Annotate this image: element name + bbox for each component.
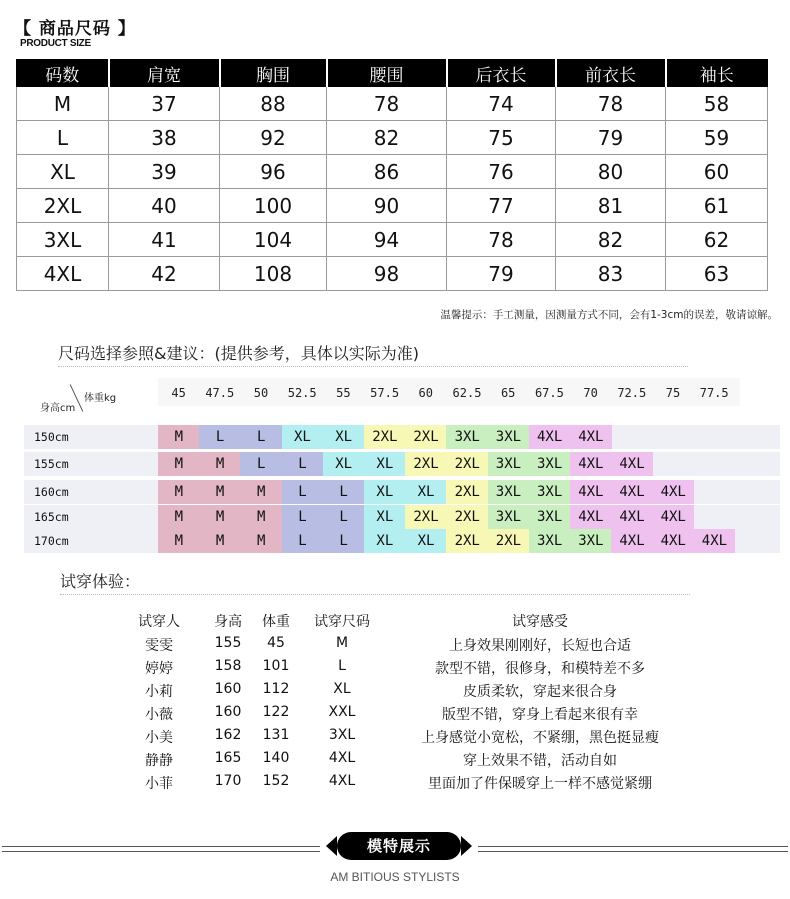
size-cell: 78 <box>327 87 447 121</box>
footer-subtitle: AM BITIOUS STYLISTS <box>330 870 460 884</box>
tryon-cell: 112 <box>262 681 290 697</box>
height-label: 170cm <box>34 534 69 548</box>
tryon-cell: 3XL <box>328 727 356 743</box>
divider <box>60 594 690 595</box>
size-cell: 82 <box>556 223 666 257</box>
weight-label: 72.5 <box>617 386 647 400</box>
weight-label: 62.5 <box>452 386 482 400</box>
size-cell: 86 <box>327 155 447 189</box>
size-recommendation-cell: XL <box>364 480 406 504</box>
size-recommendation-cell: L <box>323 529 365 553</box>
size-recommendation-cell: M <box>240 529 282 553</box>
tryon-cell: 皮质柔软，穿起来很合身 <box>463 684 617 700</box>
tryon-cell: 122 <box>262 704 290 720</box>
size-recommendation-cell: XL <box>282 425 324 449</box>
tryon-cell: 170 <box>214 773 242 789</box>
tryon-col-header: 身高 <box>214 614 242 630</box>
size-cell: 3XL <box>17 223 109 257</box>
size-cell: 38 <box>109 121 220 155</box>
size-recommendation-cell: L <box>282 452 324 476</box>
size-recommendation-cell: 3XL <box>446 425 488 449</box>
size-recommendation-cell: M <box>240 480 282 504</box>
table-row <box>17 155 768 189</box>
size-recommendation-cell: 3XL <box>488 480 530 504</box>
size-cell: 90 <box>327 189 447 223</box>
tryon-cell: 165 <box>214 750 242 766</box>
table-row <box>17 257 768 291</box>
size-cell: 80 <box>556 155 666 189</box>
size-cell: 63 <box>666 257 768 291</box>
size-cell: 78 <box>556 87 666 121</box>
size-recommendation-cell: XL <box>364 452 406 476</box>
tryon-cell: 小菲 <box>145 776 173 792</box>
table-row <box>17 121 768 155</box>
tryon-cell: 雯雯 <box>145 638 173 654</box>
tryon-cell: 155 <box>214 635 242 651</box>
tryon-cell: XXL <box>328 704 356 720</box>
size-col-header: 肩宽 <box>109 60 220 87</box>
size-col-header: 码数 <box>17 60 109 87</box>
size-recommendation-cell: 3XL <box>529 452 571 476</box>
model-banner-label: 模特展示 <box>366 837 431 855</box>
size-recommendation-cell: L <box>282 505 324 529</box>
size-recommendation-cell: 3XL <box>529 505 571 529</box>
recommendation-title: 尺码选择参照&建议：(提供参考，具体以实际为准) <box>58 344 419 363</box>
section-subtitle-product-size: PRODUCT SIZE <box>20 38 91 49</box>
tryon-cell: 静静 <box>145 753 173 769</box>
tryon-cell: 160 <box>214 704 242 720</box>
size-recommendation-cell: XL <box>364 529 406 553</box>
height-label: 165cm <box>34 510 69 524</box>
size-recommendation-cell: 3XL <box>570 529 612 553</box>
size-recommendation-cell: 4XL <box>611 505 653 529</box>
tryon-cell: 162 <box>214 727 242 743</box>
weight-label: 55 <box>336 386 351 400</box>
size-cell: 37 <box>109 87 220 121</box>
size-cell: 62 <box>666 223 768 257</box>
size-cell: 4XL <box>17 257 109 291</box>
size-cell: 104 <box>220 223 327 257</box>
size-cell: 58 <box>666 87 768 121</box>
size-cell: 40 <box>109 189 220 223</box>
table-row <box>17 223 768 257</box>
tryon-col-header: 试穿尺码 <box>314 614 370 630</box>
tryon-col-header: 试穿感受 <box>512 614 568 630</box>
size-recommendation-cell: L <box>323 480 365 504</box>
size-col-header: 腰围 <box>327 60 447 87</box>
tryon-cell: 45 <box>267 635 285 651</box>
tryon-title: 试穿体验： <box>60 572 141 591</box>
tryon-cell: XL <box>333 681 351 697</box>
tryon-cell: 101 <box>262 658 290 674</box>
size-cell: 42 <box>109 257 220 291</box>
tryon-cell: 160 <box>214 681 242 697</box>
size-cell: 77 <box>447 189 556 223</box>
size-cell: 82 <box>327 121 447 155</box>
size-cell: 59 <box>666 121 768 155</box>
size-cell: 79 <box>447 257 556 291</box>
weight-label: 65 <box>500 386 516 400</box>
size-recommendation-cell: 4XL <box>611 529 653 553</box>
size-cell: 79 <box>556 121 666 155</box>
size-cell: 74 <box>447 87 556 121</box>
size-col-header: 胸围 <box>220 60 327 87</box>
size-recommendation-cell: L <box>240 425 282 449</box>
size-recommendation-cell: 3XL <box>488 425 530 449</box>
size-recommendation-cell: L <box>282 529 324 553</box>
size-recommendation-cell: 4XL <box>652 529 694 553</box>
size-cell: L <box>17 121 109 155</box>
weight-label: 57.5 <box>370 386 400 400</box>
weight-label: 75 <box>665 386 681 400</box>
size-recommendation-cell: 3XL <box>488 452 530 476</box>
size-recommendation-cell: 3XL <box>529 480 571 504</box>
tryon-col-header: 试穿人 <box>138 614 180 630</box>
size-table-header <box>17 60 768 87</box>
size-recommendation-cell: L <box>323 505 365 529</box>
tryon-cell: 140 <box>262 750 290 766</box>
table-row <box>17 87 768 121</box>
size-col-header: 后衣长 <box>447 60 556 87</box>
size-recommendation-cell: 3XL <box>529 529 571 553</box>
footer-line-right <box>478 851 788 852</box>
size-recommendation-cell: 4XL <box>694 529 736 553</box>
weight-label: 52.5 <box>287 386 317 400</box>
tryon-cell: 4XL <box>328 773 356 789</box>
size-cell: 2XL <box>17 189 109 223</box>
size-recommendation-cell: 2XL <box>446 452 488 476</box>
size-cell: 100 <box>220 189 327 223</box>
tryon-col-header: 体重 <box>262 614 290 630</box>
size-recommendation-cell: 2XL <box>405 452 447 476</box>
size-recommendation-cell: 2XL <box>405 425 447 449</box>
size-cell: 98 <box>327 257 447 291</box>
size-recommendation-cell: 3XL <box>488 505 530 529</box>
size-cell: 41 <box>109 223 220 257</box>
tryon-cell: 穿上效果不错，活动自如 <box>463 753 617 769</box>
height-label: 160cm <box>34 485 69 499</box>
size-recommendation-cell: M <box>158 452 200 476</box>
size-recommendation-cell: 4XL <box>652 480 694 504</box>
size-recommendation-cell: 2XL <box>488 529 530 553</box>
weight-label: 47.5 <box>205 386 235 400</box>
tryon-cell: 上身效果刚刚好，长短也合适 <box>449 638 631 654</box>
size-cell: M <box>17 87 109 121</box>
size-cell: 39 <box>109 155 220 189</box>
tryon-cell: 131 <box>262 727 290 743</box>
section-title-product-size: 【 商品尺码 】 <box>14 19 136 39</box>
size-cell: 96 <box>220 155 327 189</box>
footer-line-left <box>2 851 320 852</box>
tryon-cell: M <box>335 635 349 651</box>
tryon-cell: 款型不错，很修身，和模特差不多 <box>435 661 645 677</box>
tryon-cell: 152 <box>262 773 290 789</box>
size-recommendation-cell: M <box>199 480 241 504</box>
height-label: 150cm <box>34 430 69 444</box>
size-recommendation-cell: XL <box>323 425 365 449</box>
size-cell: 60 <box>666 155 768 189</box>
size-recommendation-cell: 4XL <box>570 425 612 449</box>
tryon-cell: 小美 <box>145 730 173 746</box>
size-recommendation-cell: L <box>282 480 324 504</box>
weight-label: 70 <box>583 386 598 400</box>
size-col-header: 袖长 <box>666 60 768 87</box>
size-recommendation-cell: 2XL <box>405 505 447 529</box>
size-cell: 94 <box>327 223 447 257</box>
weight-label: 60 <box>418 386 433 400</box>
size-recommendation-cell: XL <box>323 452 365 476</box>
size-recommendation-cell: M <box>240 505 282 529</box>
divider <box>58 366 688 367</box>
size-recommendation-cell: 2XL <box>364 425 406 449</box>
corner-weight-label: 体重kg <box>84 393 117 404</box>
size-recommendation-cell: M <box>158 480 200 504</box>
tryon-cell: 158 <box>214 658 242 674</box>
size-recommendation-cell: XL <box>405 480 447 504</box>
size-recommendation-cell: M <box>158 529 200 553</box>
size-recommendation-cell: 4XL <box>529 425 571 449</box>
size-recommendation-cell: 4XL <box>652 505 694 529</box>
tryon-cell: 4XL <box>328 750 356 766</box>
tryon-cell: L <box>338 658 346 674</box>
size-recommendation-cell: 4XL <box>570 480 612 504</box>
tryon-cell: 里面加了件保暖穿上一样不感觉紧绷 <box>428 776 652 792</box>
weight-label: 45 <box>171 386 186 400</box>
size-cell: 88 <box>220 87 327 121</box>
size-cell: XL <box>17 155 109 189</box>
size-recommendation-cell: 2XL <box>446 505 488 529</box>
tryon-cell: 小莉 <box>145 684 173 700</box>
tryon-cell: 小薇 <box>145 707 173 723</box>
size-cell: 61 <box>666 189 768 223</box>
size-cell: 83 <box>556 257 666 291</box>
footer-line-right <box>478 846 788 847</box>
size-recommendation-cell: 4XL <box>570 452 612 476</box>
size-recommendation-cell: 4XL <box>570 505 612 529</box>
size-cell: 76 <box>447 155 556 189</box>
weight-label: 50 <box>253 386 269 400</box>
size-recommendation-cell: M <box>158 425 200 449</box>
size-cell: 78 <box>447 223 556 257</box>
size-recommendation-cell: M <box>199 529 241 553</box>
size-recommendation-cell: 2XL <box>446 480 488 504</box>
corner-height-label: 身高cm <box>40 403 76 414</box>
size-col-header: 前衣长 <box>556 60 666 87</box>
size-recommendation-cell: M <box>199 505 241 529</box>
size-table <box>16 59 768 291</box>
size-recommendation-cell: M <box>158 505 200 529</box>
size-recommendation-cell: 4XL <box>611 452 653 476</box>
measurement-tip: 温馨提示：手工测量，因测量方式不同，会有1-3cm的误差，敬请谅解。 <box>440 309 778 321</box>
tryon-cell: 版型不错，穿身上看起来很有幸 <box>442 707 638 723</box>
tryon-cell: 婷婷 <box>145 661 173 677</box>
size-recommendation-cell: L <box>240 452 282 476</box>
size-cell: 75 <box>447 121 556 155</box>
size-recommendation-cell: XL <box>405 529 447 553</box>
table-row <box>17 189 768 223</box>
footer-line-left <box>2 846 320 847</box>
size-recommendation-cell: 4XL <box>611 480 653 504</box>
size-cell: 81 <box>556 189 666 223</box>
size-recommendation-cell: M <box>199 452 241 476</box>
size-recommendation-cell: L <box>199 425 241 449</box>
weight-label: 67.5 <box>534 386 564 400</box>
size-cell: 92 <box>220 121 327 155</box>
weight-label: 77.5 <box>699 386 729 400</box>
size-recommendation-cell: XL <box>364 505 406 529</box>
size-cell: 108 <box>220 257 327 291</box>
size-recommendation-cell: 2XL <box>446 529 488 553</box>
tryon-cell: 上身感觉小宽松，不紧绷，黑色挺显瘦 <box>421 730 659 746</box>
height-label: 155cm <box>34 457 69 471</box>
